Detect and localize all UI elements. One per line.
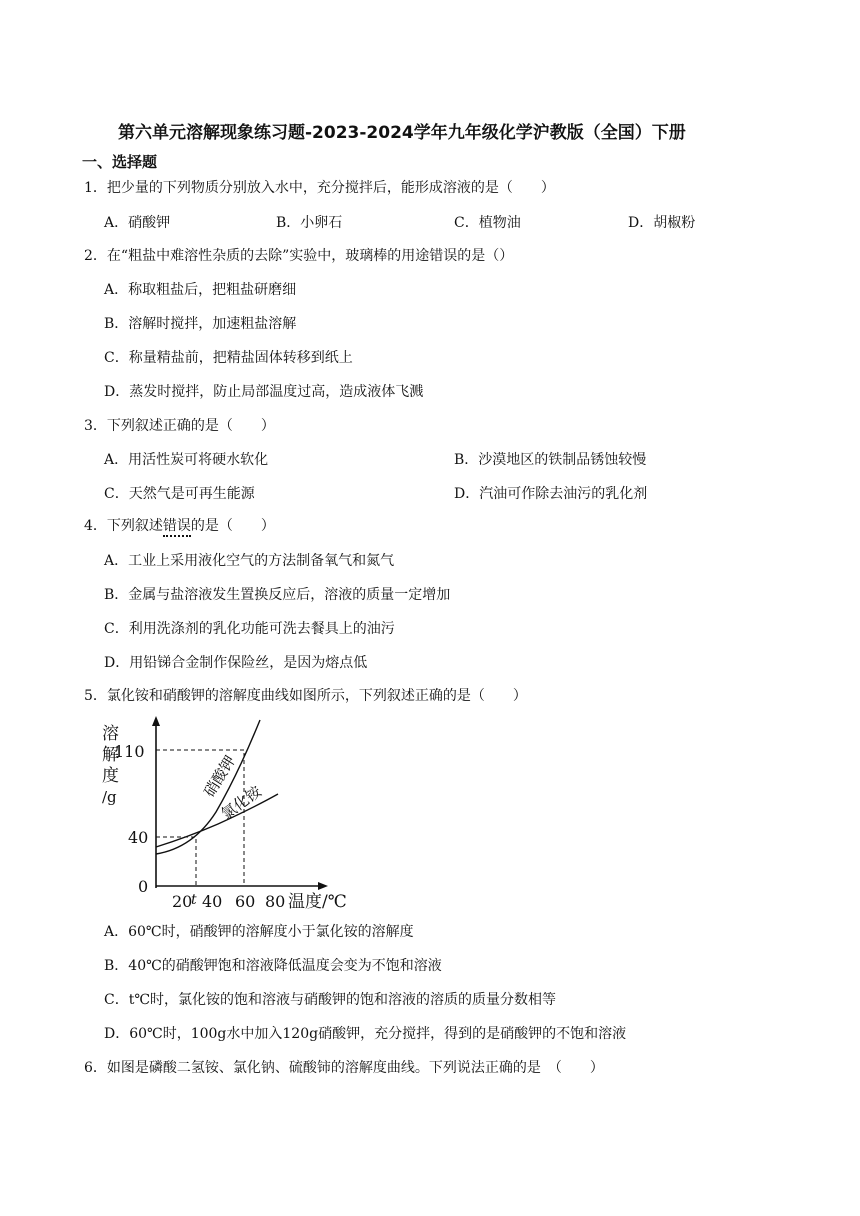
question-1-option-d: D．胡椒粉 [628, 215, 696, 231]
question-4-stem-emphasis: 错误 [163, 518, 191, 537]
solubility-curve-figure [98, 712, 347, 912]
question-5-option-c: C．t℃时，氯化铵的饱和溶液与硝酸钾的饱和溶液的溶质的质量分数相等 [104, 992, 556, 1008]
curve-ammonium-chloride [156, 794, 278, 847]
question-4-stem [84, 516, 275, 536]
x-tick-40: 40 [202, 892, 223, 911]
y-axis-label-char-1: 溶 [102, 724, 119, 744]
question-1-option-c: C．植物油 [454, 215, 521, 231]
question-2-option-a: A．称取粗盐后，把粗盐研磨细 [104, 282, 297, 298]
question-4-stem-prefix: 4．下列叙述 [84, 518, 163, 534]
y-tick-0: 0 [138, 877, 149, 896]
question-1-option-a: A．硝酸钾 [104, 215, 171, 231]
question-5-stem: 5．氯化铵和硝酸钾的溶解度曲线如图所示，下列叙述正确的是（ ） [84, 688, 527, 704]
question-1-stem: 1．把少量的下列物质分别放入水中，充分搅拌后，能形成溶液的是（ ） [84, 180, 555, 196]
guide-40 [156, 837, 196, 886]
y-axis-label-char-3: 度 [102, 766, 119, 786]
y-axis-label-char-4: /g [102, 788, 117, 806]
question-3-stem: 3．下列叙述正确的是（ ） [84, 418, 275, 434]
curve-label-potassium-nitrate: 硝酸钾 [200, 752, 240, 801]
page-title: 第六单元溶解现象练习题-2023-2024学年九年级化学沪教版（全国）下册 [118, 123, 686, 143]
x-tick-60: 60 [235, 892, 256, 911]
x-tick-80: 80 [265, 892, 286, 911]
question-3-option-b: B．沙漠地区的铁制品锈蚀较慢 [454, 452, 647, 468]
question-5-option-b: B．40℃的硝酸钾饱和溶液降低温度会变为不饱和溶液 [104, 958, 442, 974]
question-3-option-a: A．用活性炭可将硬水软化 [104, 452, 269, 468]
question-4-option-b: B．金属与盐溶液发生置换反应后，溶液的质量一定增加 [104, 587, 451, 603]
y-tick-40: 40 [128, 828, 149, 847]
x-tick-t: t [191, 892, 197, 908]
x-tick-20: 20 [172, 892, 193, 911]
question-5-option-a: A．60℃时，硝酸钾的溶解度小于氯化铵的溶解度 [104, 924, 414, 940]
question-5-option-d: D．60℃时，100g水中加入120g硝酸钾，充分搅拌，得到的是硝酸钾的不饱和溶液 [104, 1026, 627, 1042]
y-axis-arrow [152, 716, 160, 726]
section-heading: 一、选择题 [82, 153, 158, 171]
question-3-option-c: C．天然气是可再生能源 [104, 486, 255, 502]
x-axis-arrow [318, 882, 328, 890]
question-4-option-d: D．用铅锑合金制作保险丝，是因为熔点低 [104, 655, 368, 671]
question-2-option-d: D．蒸发时搅拌，防止局部温度过高，造成液体飞溅 [104, 384, 424, 400]
question-3-option-d: D．汽油可作除去油污的乳化剂 [454, 486, 648, 502]
y-tick-110: 110 [114, 742, 145, 761]
x-axis-label: 温度/℃ [288, 892, 347, 912]
question-6-stem: 6．如图是磷酸二氢铵、氯化钠、硫酸铈的溶解度曲线。下列说法正确的是 （ ） [84, 1060, 604, 1076]
curve-label-ammonium-chloride: 氯化铵 [217, 782, 265, 824]
question-1-option-b: B．小卵石 [276, 215, 343, 231]
question-2-option-b: B．溶解时搅拌，加速粗盐溶解 [104, 316, 297, 332]
y-axis-label-char-2: 解 [102, 745, 119, 765]
question-2-stem: 2．在“粗盐中难溶性杂质的去除”实验中，玻璃棒的用途错误的是（） [84, 248, 514, 264]
question-4-stem-suffix: 的是（ ） [190, 518, 275, 534]
question-4-option-a: A．工业上采用液化空气的方法制备氧气和氮气 [104, 553, 395, 569]
question-4-option-c: C．利用洗涤剂的乳化功能可洗去餐具上的油污 [104, 621, 395, 637]
question-2-option-c: C．称量精盐前，把精盐固体转移到纸上 [104, 350, 353, 366]
